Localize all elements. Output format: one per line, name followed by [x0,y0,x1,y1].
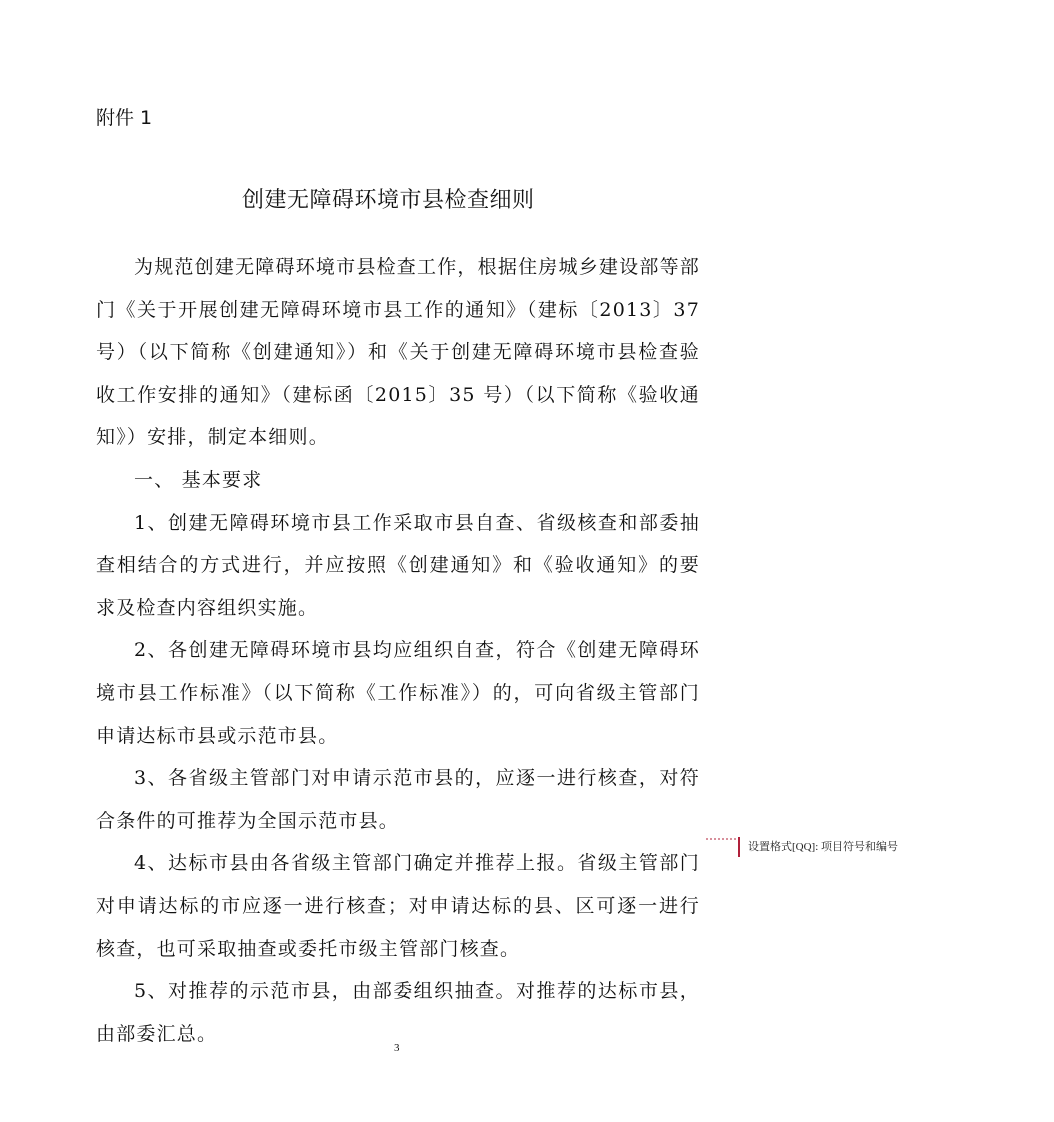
section-heading: 一、 基本要求 [134,468,263,491]
page-number: 3 [394,1042,400,1054]
document-body [96,246,700,1055]
list-item: 1、创建无障碍环境市县工作采取市县自查、省级核查和部委抽查相结合的方式进行，并应按照《创建通知》和《验收通知》的要求及检查内容组织实施。 [96,511,700,619]
attachment-label: 附件 1 [96,107,153,129]
list-item: 2、各创建无障碍环境市县均应组织自查，符合《创建无障碍环境市县工作标准》（以下简称《工作标准》）的，可向省级主管部门申请达标市县或示范市县。 [96,639,700,747]
list-item: 5、对推荐的示范市县，由部委组织抽查。对推荐的达标市县，由部委汇总。 [96,980,700,1045]
list-item: 4、达标市县由各省级主管部门确定并推荐上报。省级主管部门对申请达标的市应逐一进行核查；对申请达标的县、区可逐一进行核查，也可采取抽查或委托市级主管部门核查。 [96,852,700,960]
list-item: 3、各省级主管部门对申请示范市县的，应逐一进行核查，对符合条件的可推荐为全国示范市县。 [96,767,700,832]
comment-connector [706,838,738,840]
intro-paragraph: 为规范创建无障碍环境市县检查工作，根据住房城乡建设部等部门《关于开展创建无障碍环境市县工作的通知》（建标〔2013〕37 号）（以下简称《创建通知》）和《关于创建无障碍环境市县检查验收工作安排的通知》（建标函〔2015〕35 号）（以下简称《验收通知》）安排，制定本细则。 [96,256,700,449]
document-title: 创建无障碍环境市县检查细则 [242,188,535,213]
revision-comment[interactable]: 设置格式[QQ]: 项目符号和编号 [738,837,898,857]
